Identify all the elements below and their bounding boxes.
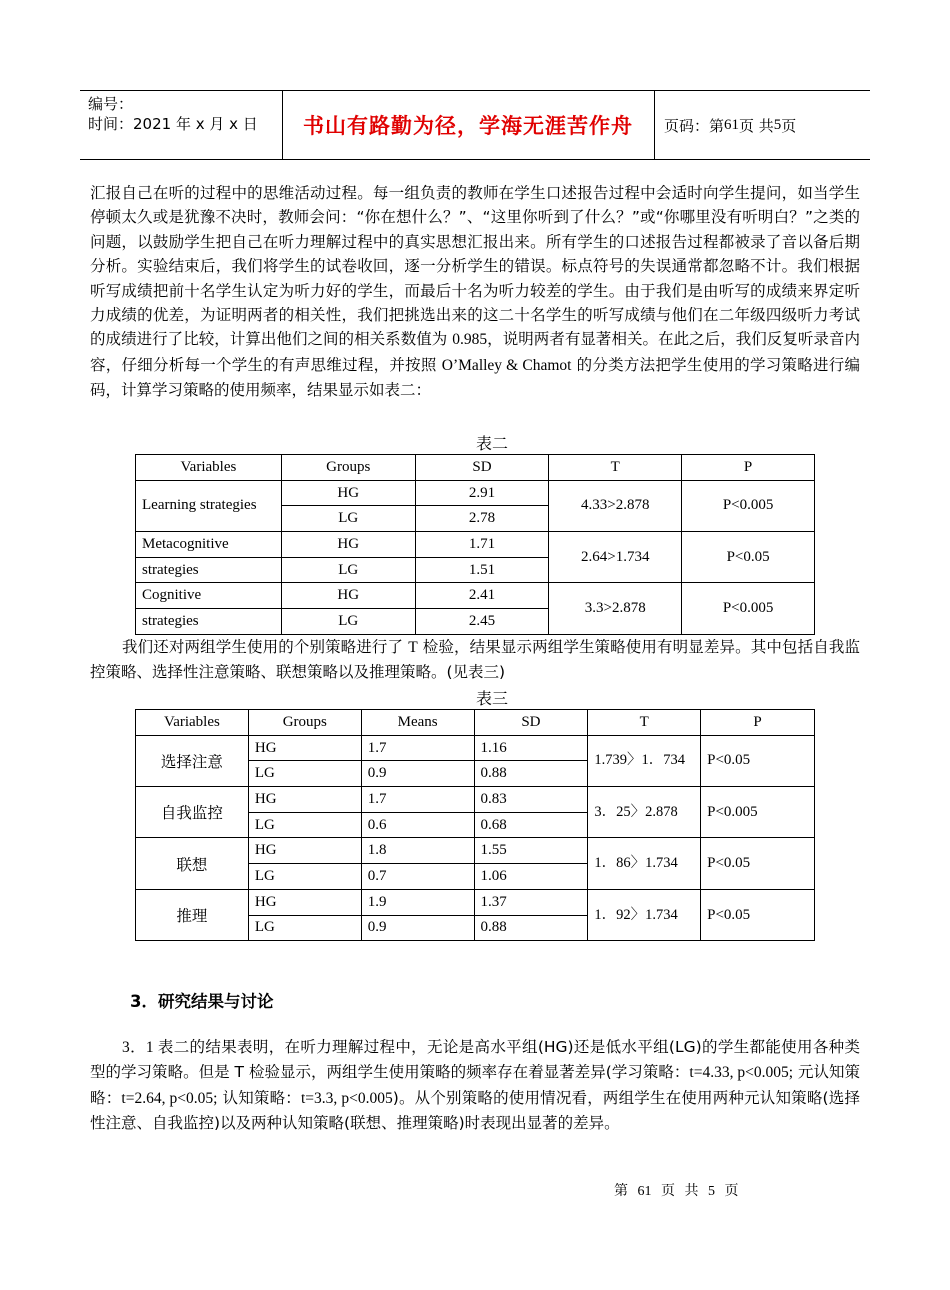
footer-page-number: 61 xyxy=(637,1184,652,1199)
sd-cell: 2.78 xyxy=(415,506,549,532)
variable-cell: Cognitive xyxy=(136,583,282,609)
group-cell: LG xyxy=(248,915,361,941)
group-cell: HG xyxy=(248,787,361,813)
table-row xyxy=(136,735,815,761)
group-cell: LG xyxy=(281,506,415,532)
footer-suffix: 页 xyxy=(724,1184,739,1199)
variable-cell: 自我监控 xyxy=(136,787,249,838)
p-cell: P<0.05 xyxy=(701,889,815,940)
table-header-row xyxy=(136,455,815,481)
intro-text: 的分类方法把学生使用的学习策略进行编码，计算学习策略的使用频率，结果显示如表二： xyxy=(90,355,860,400)
variable-cell: Learning strategies xyxy=(136,480,282,531)
sd-cell: 1.37 xyxy=(474,889,588,915)
header-page-mid: 页 共 xyxy=(739,116,774,135)
section-heading: 3．研究结果与讨论 xyxy=(130,992,274,1011)
p-cell: P<0.05 xyxy=(701,735,815,786)
col-header: P xyxy=(701,710,815,736)
t-cell: 1．92〉1.734 xyxy=(588,889,701,940)
col-header: T xyxy=(588,710,701,736)
means-cell: 1.7 xyxy=(361,735,474,761)
p-cell: P<0.005 xyxy=(682,480,815,531)
sd-cell: 1.16 xyxy=(474,735,588,761)
table-header-row xyxy=(136,710,815,736)
group-cell: HG xyxy=(281,583,415,609)
group-cell: HG xyxy=(248,735,361,761)
means-cell: 1.7 xyxy=(361,787,474,813)
variable-cell: 推理 xyxy=(136,889,249,940)
header-page-number: 61 xyxy=(724,116,740,133)
intro-text: ，说明两者有显著相关。在此之后，我们反复听录音内容，仔细分析每一个学生的有声思维过程，并按照 xyxy=(90,330,860,374)
means-cell: 0.6 xyxy=(361,812,474,838)
stat-value: t=2.64, p<0.05; xyxy=(121,1089,218,1107)
page-footer xyxy=(614,1180,739,1200)
header-number-label: 编号： xyxy=(88,95,134,113)
col-header: Groups xyxy=(281,455,415,481)
col-header: Groups xyxy=(248,710,361,736)
page-header xyxy=(80,90,870,160)
middle-paragraph xyxy=(90,635,860,685)
result-paragraph xyxy=(90,1035,860,1136)
t-cell: 1．86〉1.734 xyxy=(588,838,701,889)
table-row xyxy=(136,838,815,864)
group-cell: LG xyxy=(281,609,415,635)
variable-cell: strategies xyxy=(136,557,282,583)
stat-value: t=4.33, p<0.005; xyxy=(689,1064,793,1082)
means-cell: 0.7 xyxy=(361,864,474,890)
variable-cell: 联想 xyxy=(136,838,249,889)
table2-caption: 表二 xyxy=(475,434,508,453)
table-row xyxy=(136,787,815,813)
middle-text: 检验，结果显示两组学生策略使用有明显差异。其中包括自我监控策略、选择性注意策略、联想策略以及推理策略。(见表三) xyxy=(90,638,860,682)
group-cell: HG xyxy=(281,532,415,558)
t-cell: 4.33>2.878 xyxy=(549,480,682,531)
sd-cell: 2.91 xyxy=(415,480,549,506)
intro-paragraph xyxy=(90,181,860,403)
footer-mid: 页 共 xyxy=(661,1184,699,1199)
result-text: 认知策略： xyxy=(217,1088,301,1107)
table3-caption: 表三 xyxy=(475,689,508,708)
result-text: )。从个别策略的使用情况看，两组学生在使用两种元认知策略(选择性注意、自我监控)以及两种认知策略(联想、推理策略)时表现出显著的差异。 xyxy=(90,1088,860,1133)
header-page-suffix: 页 xyxy=(781,116,797,135)
means-cell: 0.9 xyxy=(361,761,474,787)
p-cell: P<0.005 xyxy=(682,583,815,634)
footer-page-total: 5 xyxy=(708,1184,715,1199)
group-cell: HG xyxy=(248,889,361,915)
group-cell: LG xyxy=(281,557,415,583)
col-header: SD xyxy=(415,455,549,481)
col-header: Variables xyxy=(136,710,249,736)
header-motto: 书山有路勤为径，学海无涯苦作舟 xyxy=(303,114,633,138)
sd-cell: 1.55 xyxy=(474,838,588,864)
result-text: 元认知策略： xyxy=(90,1063,860,1107)
col-header: P xyxy=(682,455,815,481)
header-meta xyxy=(88,94,278,134)
variable-cell: strategies xyxy=(136,609,282,635)
middle-text: 我们还对两组学生使用的个别策略进行了 xyxy=(122,638,409,656)
t-cell: 3．25〉2.878 xyxy=(588,787,701,838)
table-row xyxy=(136,889,815,915)
means-cell: 0.9 xyxy=(361,915,474,941)
sd-cell: 0.68 xyxy=(474,812,588,838)
group-cell: LG xyxy=(248,812,361,838)
correlation-value: 0.985 xyxy=(452,331,488,349)
p-cell: P<0.005 xyxy=(701,787,815,838)
method-name: O’Malley & Chamot xyxy=(441,356,572,374)
p-cell: P<0.05 xyxy=(701,838,815,889)
variable-cell: Metacognitive xyxy=(136,532,282,558)
t-cell: 1.739〉1．734 xyxy=(588,735,701,786)
means-cell: 1.8 xyxy=(361,838,474,864)
header-page-total: 5 xyxy=(773,116,782,133)
col-header: T xyxy=(549,455,682,481)
group-cell: HG xyxy=(248,838,361,864)
header-date-label: 时间：2021 年 x 月 x 日 xyxy=(88,115,258,133)
p-cell: P<0.05 xyxy=(682,532,815,583)
intro-text: 汇报自己在听的过程中的思维活动过程。每一组负责的教师在学生口述报告过程中会适时向学生提问，如当学生停顿太久或是犹豫不决时，教师会问：“你在想什么？”、“这里你听到了什么？”或“你哪里没有听明白？”之类的问题，以鼓励学生把自己在听力理解过程中的真实思想汇报出来。所有学生的口述报告过程都被录了音以备后期分析。实验结束后，我们将学生的试卷收回，逐一分析学生的错误。标点符号的失误通常都忽略不计。我们根据听写成绩把前十名学生认定为听力好的学生，而最后十名为听力较差的学生。由于我们是由听写的成绩来界定听力成绩的优差，为证明两者的相关性，我们把挑选出来的这二十名学生的听写成绩与他们在二年级四级听力考试的成绩进行了比较，计算出他们之间的相关系数值为 xyxy=(90,184,860,349)
table-row xyxy=(136,480,815,506)
sd-cell: 1.06 xyxy=(474,864,588,890)
sd-cell: 0.88 xyxy=(474,761,588,787)
sd-cell: 2.45 xyxy=(415,609,549,635)
group-cell: HG xyxy=(281,480,415,506)
section-number: 3．1 xyxy=(122,1039,158,1056)
t-cell: 3.3>2.878 xyxy=(549,583,682,634)
table-row xyxy=(136,532,815,558)
sd-cell: 0.88 xyxy=(474,915,588,941)
footer-prefix: 第 xyxy=(614,1184,628,1199)
sd-cell: 2.41 xyxy=(415,583,549,609)
col-header: SD xyxy=(474,710,588,736)
table3 xyxy=(135,709,815,941)
col-header: Variables xyxy=(136,455,282,481)
table2 xyxy=(135,454,815,635)
col-header: Means xyxy=(361,710,474,736)
result-text: 表二的结果表明，在听力理解过程中，无论是高水平组(HG)还是低水平组(LG)的学生都能使用各种类型的学习策略。但是 T 检验显示，两组学生使用策略的频率存在着显著差异(学习策略： xyxy=(90,1038,860,1082)
group-cell: LG xyxy=(248,761,361,787)
sd-cell: 1.51 xyxy=(415,557,549,583)
means-cell: 1.9 xyxy=(361,889,474,915)
header-divider xyxy=(654,91,655,159)
variable-cell: 选择注意 xyxy=(136,735,249,786)
sd-cell: 1.71 xyxy=(415,532,549,558)
group-cell: LG xyxy=(248,864,361,890)
t-test-label: T xyxy=(408,639,418,656)
t-cell: 2.64>1.734 xyxy=(549,532,682,583)
table-row xyxy=(136,583,815,609)
stat-value: t=3.3, p<0.005 xyxy=(301,1089,393,1107)
header-page-info xyxy=(664,91,796,159)
sd-cell: 0.83 xyxy=(474,787,588,813)
header-page-prefix: 页码：第 xyxy=(664,116,725,135)
